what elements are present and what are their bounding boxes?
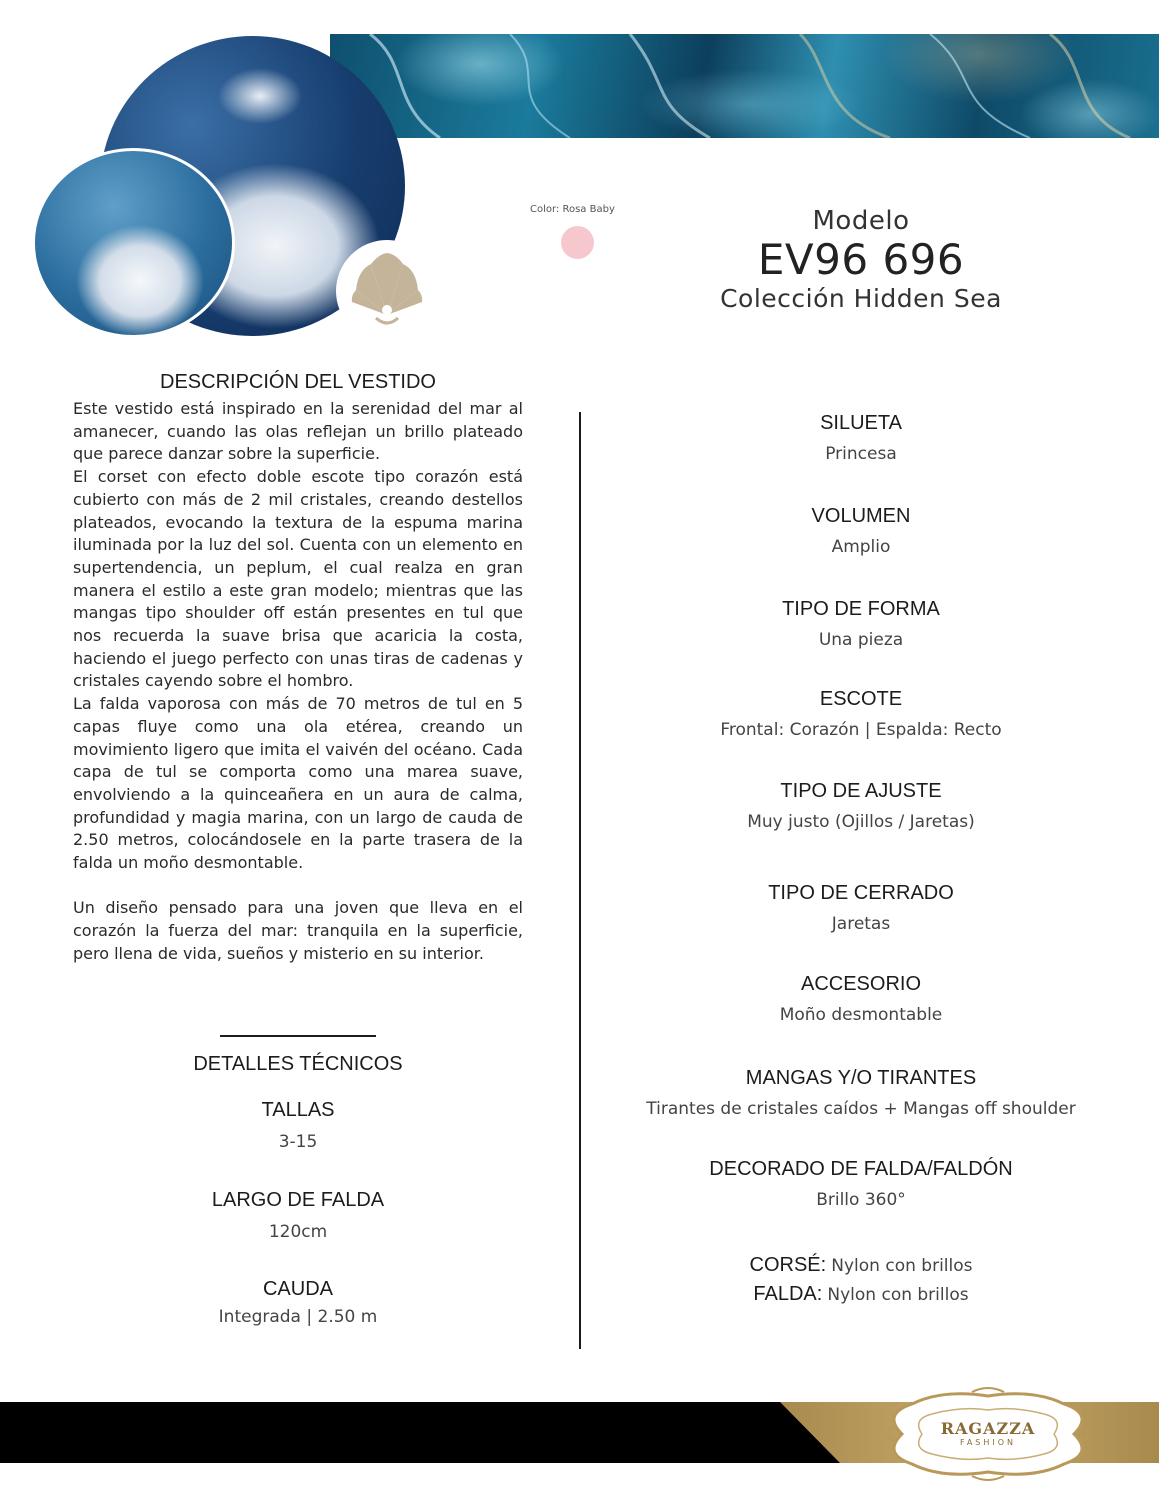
description-paragraph: Este vestido está inspirado en la serenidad del mar al amanecer, cuando las olas reflejan un brillo plateado que parece danzar sobre la superficie. bbox=[73, 399, 523, 464]
collection-name: Colección Hidden Sea bbox=[720, 284, 1002, 313]
feature-label: VOLUMEN bbox=[811, 505, 911, 527]
material-value: Nylon con brillos bbox=[827, 1285, 969, 1305]
feature-value: Amplio bbox=[831, 537, 891, 557]
color-swatch bbox=[561, 226, 594, 259]
spec-largo-falda bbox=[73, 1189, 523, 1242]
feature-silueta bbox=[600, 412, 1122, 464]
feature-escote bbox=[600, 688, 1122, 740]
brand-logo bbox=[872, 1384, 1104, 1484]
feature-value: Frontal: Corazón | Espalda: Recto bbox=[720, 720, 1002, 740]
feature-value: Moño desmontable bbox=[779, 1005, 943, 1025]
feature-value: Una pieza bbox=[818, 630, 904, 650]
feature-label: TIPO DE CERRADO bbox=[768, 882, 954, 904]
shell-icon bbox=[336, 240, 438, 342]
description-title: DESCRIPCIÓN DEL VESTIDO bbox=[160, 371, 436, 393]
feature-label: TIPO DE AJUSTE bbox=[780, 780, 942, 802]
feature-label: DECORADO DE FALDA/FALDÓN bbox=[709, 1158, 1013, 1180]
feature-label: TIPO DE FORMA bbox=[782, 598, 940, 620]
dress-photo-back bbox=[32, 148, 235, 338]
spec-label: CAUDA bbox=[262, 1278, 333, 1300]
feature-decorado bbox=[600, 1158, 1122, 1210]
feature-accesorio bbox=[600, 973, 1122, 1025]
spec-tallas bbox=[73, 1099, 523, 1152]
feature-volumen bbox=[600, 505, 1122, 557]
spec-label: LARGO DE FALDA bbox=[211, 1189, 385, 1211]
column-divider bbox=[579, 412, 581, 1349]
technical-title: DETALLES TÉCNICOS bbox=[193, 1053, 403, 1075]
material-label: CORSÉ: bbox=[749, 1254, 827, 1276]
description-paragraph: Un diseño pensado para una joven que lleva en el corazón la fuerza del mar: tranquila en la superficie, pero llena de vida, sueños y misterio en su interior. bbox=[73, 898, 523, 963]
material-corse bbox=[600, 1251, 1122, 1280]
brand-name: RAGAZZA bbox=[940, 1419, 1036, 1438]
feature-value: Jaretas bbox=[831, 914, 891, 934]
spec-label: TALLAS bbox=[261, 1099, 335, 1121]
spec-value: 3-15 bbox=[278, 1132, 318, 1152]
feature-label: ESCOTE bbox=[819, 688, 903, 710]
material-falda bbox=[600, 1280, 1122, 1309]
material-label: FALDA: bbox=[753, 1283, 823, 1305]
feature-value: Princesa bbox=[825, 444, 897, 464]
feature-label: ACCESORIO bbox=[800, 973, 922, 995]
feature-value: Brillo 360° bbox=[816, 1190, 906, 1210]
feature-tipo-forma bbox=[600, 598, 1122, 650]
model-code: EV96 696 bbox=[757, 235, 965, 284]
feature-value: Muy justo (Ojillos / Jaretas) bbox=[747, 812, 975, 832]
feature-label: MANGAS Y/O TIRANTES bbox=[745, 1067, 977, 1089]
description-paragraph: La falda vaporosa con más de 70 metros de tul en 5 capas fluye como una ola etérea, creando un movimiento ligero que imita el vaivén del océano. Cada capa de tul se comporta como una marea suave, envolviendo a la quinceañera en un aura de calma, profundidad y magia marina, con un largo de cauda de 2.50 metros, colocándosele en la parte trasera de la falda un moño desmontable. bbox=[73, 694, 523, 873]
feature-tipo-ajuste bbox=[600, 780, 1122, 832]
feature-tipo-cerrado bbox=[600, 882, 1122, 934]
feature-value: Tirantes de cristales caídos + Mangas off shoulder bbox=[646, 1099, 1076, 1119]
material-value: Nylon con brillos bbox=[831, 1256, 973, 1276]
brand-sub: FASHION bbox=[959, 1438, 1017, 1447]
color-label: Color: Rosa Baby bbox=[530, 204, 615, 215]
model-block bbox=[660, 206, 1062, 313]
section-divider bbox=[220, 1035, 376, 1037]
sea-banner-image bbox=[330, 34, 1159, 138]
spec-value: 120cm bbox=[268, 1222, 328, 1242]
description-paragraph: El corset con efecto doble escote tipo corazón está cubierto con más de 2 mil cristales, creando destellos plateados, evocando la textura de la espuma marina iluminada por la luz del sol. Cuenta con un elemento en supertendencia, un peplum, el cual realza en gran manera el estilo a este gran modelo; mientras que las mangas tipo shoulder off están presentes en tul que nos recuerda la suave brisa que acaricia la costa, haciendo el juego perfecto con unas tiras de cadenas y cristales cayendo sobre el hombro. bbox=[73, 467, 523, 691]
spec-value: Integrada | 2.50 m bbox=[218, 1307, 378, 1327]
description-body bbox=[73, 398, 523, 966]
feature-mangas bbox=[600, 1067, 1122, 1119]
feature-label: SILUETA bbox=[820, 412, 902, 434]
spec-cauda bbox=[73, 1278, 523, 1327]
materials bbox=[600, 1251, 1122, 1309]
model-word: Modelo bbox=[812, 206, 910, 236]
